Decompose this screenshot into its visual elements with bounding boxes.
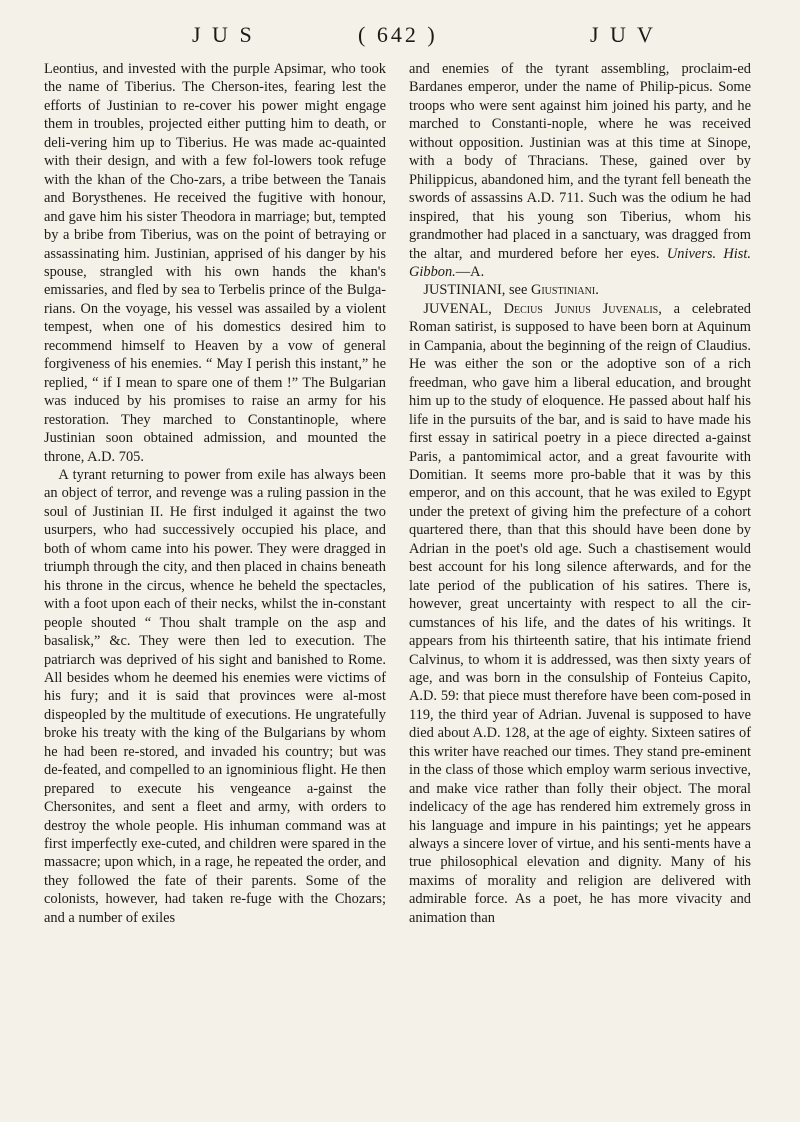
entry-full-name: Decius Junius Juvenalis, bbox=[503, 300, 662, 317]
cross-reference-target: Giustiniani. bbox=[530, 282, 599, 299]
paragraph-justinian-end bbox=[409, 60, 751, 281]
entry-juvenal bbox=[409, 300, 751, 927]
cross-reference-text: see bbox=[508, 282, 528, 299]
left-column bbox=[44, 60, 386, 927]
entry-headword: JUSTINIANI, bbox=[423, 282, 506, 299]
entry-justiniani bbox=[409, 281, 751, 299]
header-left-catchword: J U S bbox=[192, 22, 255, 47]
paragraph-justinian-revenge: A tyrant returning to power from exile has always been an object of terror, and revenge was a ruling passion in the soul of Justinian II. He first indulged it against the two usurpers, who had successively occupied his place, and both of whom came into his power. They were dragged in triumph through the city, and then placed in chains beneath his throne in the circus, whence he beheld the spectacles, with a foot upon each of their necks, whilst the in-constant people shouted “ Thou shalt trample on the asp and basalisk,” &c. They were then led to execution. The patriarch was deprived of his sight and banished to Rome. All besides whom he deemed his enemies were victims of his fury; and it is said that provinces were al-most dispeopled by the multitude of executions. He ungratefully broke his treaty with the king of the Bulgarians by whom he had been re-stored, and invaded his country; but was de-feated, and compelled to an ignominious flight. He then prepared to execute his vengeance a-gainst the Chersonites, and sent a fleet and army, with orders to destroy the whole people. His inhuman command was at first imperfectly exe-cuted, and children were spared in the massacre; upon which, in a rage, he repeated the order, and they followed the fate of their parents. Some of the colonists, however, had taken re-fuge with the Chozars; and a number of exiles bbox=[44, 466, 386, 926]
paragraph-text: and enemies of the tyrant assembling, proclaim-ed Bardanes emperor, under the name of Philip-picus. Some troops who were sent against him joined his party, and he marched to Constanti-nople, where he was received without opposition. Justinian was at this time at Sinope, with a body of Thracians. These, gained over by Philippicus, abandoned him, and the tyrant fell beneath the swords of assassins A.D. 711. Such was the odium he had inspired, that his young son Tiberius, whom his grandmother had placed in a sanctuary, was dragged from the altar, and murdered before her eyes. bbox=[409, 61, 751, 262]
entry-body: a celebrated Roman satirist, is supposed to have been born at Aquinum in Campania, about the beginning of the reign of Claudius. He was either the son or the adoptive son of a rich freedman, who gave him a liberal education, and brought him up to the study of eloquence. He passed about half his life in the pursuits of the bar, and is said to have made his first essay in satirical poetry in a piece directed a-gainst Paris, a pantomimical actor, and a great favourite with Domitian. It seems more pro-bable that it was by this emperor, and on this account, that he was exiled to Egypt under the pretext of giving him the prefecture of a cohort quartered there, than that this should have been done by Adrian in the poet's old age. Such a chastisement would best account for his long silence afterwards, and for the late period of the publication of his satires. There is, however, great uncertainty with respect to all the cir-cumstances of his life, and the dates of his writings. It appears from his thirteenth satire, that his intimate friend Calvinus, to whom it is addressed, was then sixty years of age, and was born in the consulship of Fonteius Capito, A.D. 59: that piece must therefore have been com-posed in 119, the third year of Adrian. Juvenal is supposed to have died about A.D. 128, at the age of eighty. Sixteen satires of this writer have reached our times. They stand pre-eminent in the class of those which employ warm serious invective, and make vice rather than folly their object. The moral indelicacy of the age has rendered him extremely gross in his language and impure in his paintings; yet he appears always a sincere lover of virtue, and his senti-ments have a true philosophical elevation and dignity. Many of his maxims of morality and religion are delivered with admirable force. As a poet, he has more vivacity and animation than bbox=[409, 300, 751, 926]
running-header bbox=[40, 22, 760, 56]
author-initial: —A. bbox=[455, 263, 485, 280]
header-right-catchword: J U V bbox=[590, 22, 656, 47]
right-column bbox=[409, 60, 751, 927]
page-number: ( 642 ) bbox=[358, 22, 438, 47]
source-citation: Univers. Hist. Gibbon. bbox=[409, 245, 751, 280]
entry-headword: JUVENAL, bbox=[423, 300, 492, 317]
paragraph-justinian-exile: Leontius, and invested with the purple Apsimar, who took the name of Tiberius. The Cherson-ites, fearing lest the efforts of Justinian to re-cover his power might engage them in troubles, projected either putting him to death, or deli-vering him up to Tiberius. He was made ac-quainted with their design, and with a few fol-lowers took refuge with the khan of the Cho-zars, a tribe between the Tanais and Borysthenes. He received the fugitive with honour, and gave him his sister Theodora in marriage; but, tempted by a bribe from Tiberius, was on the point of betraying or assassinating him. Justinian, apprised of his danger by his spouse, strangled with his own hands the khan's emissaries, and fled by sea to Terbelis prince of the Bulga-rians. On the voyage, his vessel was assailed by a violent tempest, when one of his domestics desired him to recommend himself to Heaven by a vow of general forgiveness of his enemies. “ May I perish this instant,” he replied, “ if I mean to spare one of them !” The Bulgarian was induced by his promises to raise an army for his restoration. They marched to Constantinople, where Justinian soon obtained admission, and mounted the throne, A.D. 705. bbox=[44, 61, 386, 465]
